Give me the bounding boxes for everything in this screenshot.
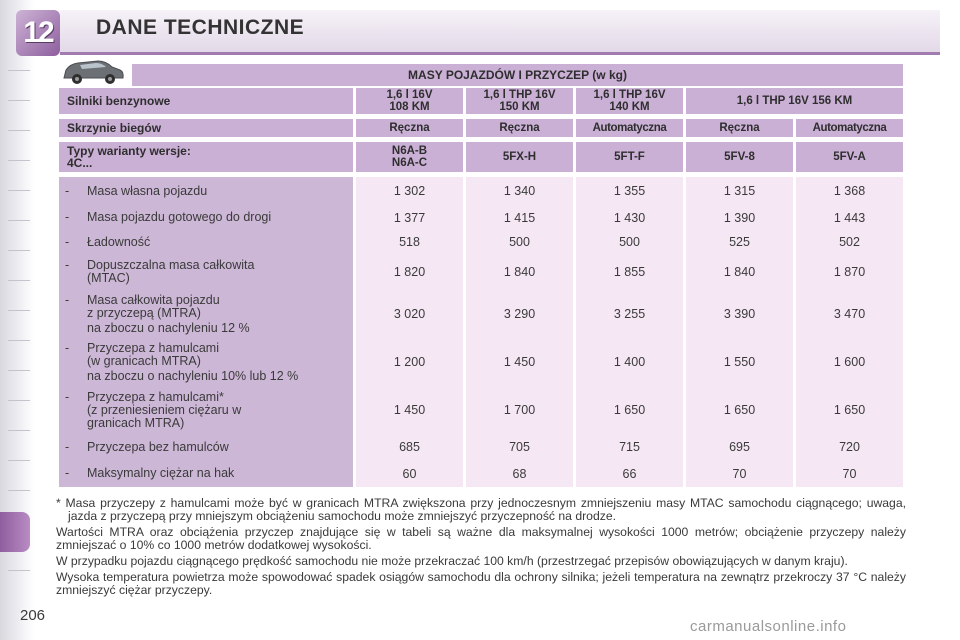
value-cell: 66 [576, 460, 683, 487]
value-cell: 1 450 [356, 386, 463, 434]
tab-divider [8, 100, 30, 101]
value-cell: 1 550 [686, 338, 793, 386]
table-row [59, 460, 903, 487]
value-cell: 685 [356, 434, 463, 460]
value-cell: 502 [796, 230, 903, 254]
row-bullet: - [65, 292, 70, 307]
tab-divider [8, 340, 30, 341]
value-cell: 1 430 [576, 205, 683, 230]
header-cell: 1,6 l 16V 108 KM [356, 88, 463, 114]
header-cell: 5FT-F [576, 142, 683, 172]
value-cell: 1 650 [686, 386, 793, 434]
value-cell: 1 443 [796, 205, 903, 230]
tab-divider [8, 160, 30, 161]
row-bullet: - [65, 466, 70, 480]
tab-divider [8, 250, 30, 251]
tab-divider [8, 70, 30, 71]
row-bullet: - [65, 439, 70, 454]
value-cell: 525 [686, 230, 793, 254]
car-icon [60, 56, 126, 86]
row-bullet: - [65, 234, 70, 249]
header-cell: 1,6 l THP 16V 156 KM [686, 88, 903, 114]
header-cell: 5FX-H [466, 142, 573, 172]
row-label-text [87, 236, 150, 249]
row-label-main: Maksymalny ciężar na hak [87, 466, 235, 480]
table-header-row [59, 88, 903, 114]
header-cell: Automatyczna [576, 119, 683, 137]
tab-divider [8, 220, 30, 221]
row-label [59, 386, 353, 434]
row-bullet: - [65, 183, 70, 198]
value-cell: 3 470 [796, 290, 903, 338]
value-cell: 1 840 [686, 254, 793, 290]
value-cell: 68 [466, 460, 573, 487]
value-cell: 1 840 [466, 254, 573, 290]
row-label-main: Masa pojazdu gotowego do drogi [87, 210, 272, 224]
weights-table [56, 88, 906, 487]
header-label: Typy warianty wersje: 4C... [59, 142, 353, 172]
row-label-sub: na zboczu o nachyleniu 12 % [87, 320, 250, 335]
header-underline [60, 52, 940, 55]
value-cell: 1 400 [576, 338, 683, 386]
row-label [59, 434, 353, 460]
table-title: MASY POJAZDÓW I PRZYCZEP (w kg) [132, 64, 903, 86]
row-label [59, 177, 353, 205]
row-label-text [87, 391, 241, 430]
row-label [59, 460, 353, 487]
row-label-text [87, 185, 207, 198]
value-cell: 1 820 [356, 254, 463, 290]
row-bullet: - [65, 258, 70, 272]
chapter-badge [16, 10, 60, 56]
value-cell: 1 355 [576, 177, 683, 205]
value-cell: 1 200 [356, 338, 463, 386]
row-label-main: Masa całkowita pojazdu z przyczepą (MTRA) [87, 292, 220, 320]
tab-divider [8, 370, 30, 371]
watermark: carmanualsonline.info [690, 618, 847, 635]
value-cell: 1 450 [466, 338, 573, 386]
row-label [59, 230, 353, 254]
value-cell: 1 368 [796, 177, 903, 205]
header-cell: 5FV-8 [686, 142, 793, 172]
value-cell: 705 [466, 434, 573, 460]
row-label-text [87, 259, 254, 285]
row-label-text [87, 342, 298, 383]
row-label-main: Przyczepa z hamulcami (w granicach MTRA) [87, 340, 219, 368]
row-label [59, 338, 353, 386]
value-cell: 3 255 [576, 290, 683, 338]
value-cell: 1 377 [356, 205, 463, 230]
page-title: DANE TECHNICZNE [96, 16, 305, 39]
value-cell: 1 340 [466, 177, 573, 205]
value-cell: 3 020 [356, 290, 463, 338]
page-number: 206 [20, 607, 46, 624]
row-label-text [87, 211, 271, 224]
value-cell: 518 [356, 230, 463, 254]
value-cell: 695 [686, 434, 793, 460]
header-cell: N6A-B N6A-C [356, 142, 463, 172]
value-cell: 500 [466, 230, 573, 254]
row-bullet: - [65, 340, 70, 355]
value-cell: 1 302 [356, 177, 463, 205]
tab-divider [8, 400, 30, 401]
row-label [59, 290, 353, 338]
value-cell: 70 [796, 460, 903, 487]
header-cell: 1,6 l THP 16V 140 KM [576, 88, 683, 114]
table-row [59, 205, 903, 230]
table-header-row [59, 142, 903, 172]
table-row [59, 254, 903, 290]
header-cell: Automatyczna [796, 119, 903, 137]
header-cell: Ręczna [686, 119, 793, 137]
footnote-asterisk: * Masa przyczepy z hamulcami może być w granicach MTRA zwiększona przy jednoczesnym zmniejszeniu masy MTAC samochodu ciągnącego; uwaga, jazda z przyczepą przy mniejszym obciążeniu samochodu może zmniejszyć przyczepność na drodze. [56, 496, 906, 523]
value-cell: 1 600 [796, 338, 903, 386]
tab-divider [8, 130, 30, 131]
table-row [59, 338, 903, 386]
header-cell: 5FV-A [796, 142, 903, 172]
value-cell: 1 650 [576, 386, 683, 434]
table-row [59, 290, 903, 338]
header-label: Skrzynie biegów [59, 119, 353, 137]
value-cell: 715 [576, 434, 683, 460]
value-cell: 500 [576, 230, 683, 254]
row-label [59, 254, 353, 290]
active-chapter-tab[interactable] [0, 512, 30, 552]
header-label: Silniki benzynowe [59, 88, 353, 114]
value-cell: 1 855 [576, 254, 683, 290]
value-cell: 3 290 [466, 290, 573, 338]
row-label-text [87, 294, 250, 335]
row-label-main: Przyczepa z hamulcami* (z przeniesieniem ciężaru w granicach MTRA) [87, 389, 242, 430]
header-cell: 1,6 l THP 16V 150 KM [466, 88, 573, 114]
value-cell: 720 [796, 434, 903, 460]
value-cell: 60 [356, 460, 463, 487]
value-cell: 1 415 [466, 205, 573, 230]
row-label-text [87, 441, 229, 454]
row-label-main: Ładowność [87, 234, 151, 249]
table-header-row [59, 119, 903, 137]
table-row [59, 230, 903, 254]
table-row [59, 177, 903, 205]
value-cell: 1 650 [796, 386, 903, 434]
row-label-sub: na zboczu o nachyleniu 10% lub 12 % [87, 368, 299, 383]
tab-divider [8, 190, 30, 191]
row-bullet: - [65, 210, 70, 224]
row-label-main: Dopuszczalna masa całkowita (MTAC) [87, 258, 255, 285]
chapter-number: 12 [23, 16, 53, 49]
tab-divider [8, 570, 30, 571]
row-label-main: Masa własna pojazdu [87, 183, 208, 198]
row-label [59, 205, 353, 230]
value-cell: 70 [686, 460, 793, 487]
tab-divider [8, 280, 30, 281]
table-row [59, 386, 903, 434]
value-cell: 1 390 [686, 205, 793, 230]
header-cell: Ręczna [356, 119, 463, 137]
value-cell: 1 315 [686, 177, 793, 205]
row-label-text [87, 467, 234, 480]
footnotes [56, 497, 906, 600]
tab-divider [8, 460, 30, 461]
value-cell: 1 870 [796, 254, 903, 290]
tab-divider [8, 430, 30, 431]
footnote-altitude: Wartości MTRA oraz obciążenia przyczep znajdujące się w tabeli są ważne dla maksymalnej wysokości 1000 metrów; obciążenie przyczepy należy zmniejszać o 10% co 1000 metrów dodatkowej wysokości. [56, 525, 906, 552]
tab-divider [8, 490, 30, 491]
header-cell: Ręczna [466, 119, 573, 137]
value-cell: 1 700 [466, 386, 573, 434]
tab-divider [8, 310, 30, 311]
footnote-temperature: Wysoka temperatura powietrza może spowodować spadek osiągów samochodu dla ochrony silnika; jeżeli temperatura na zewnątrz przekroczy 37 °C należy zmniejszyć ciężar przyczepy. [56, 570, 906, 597]
row-label-main: Przyczepa bez hamulców [87, 439, 229, 454]
row-bullet: - [65, 389, 70, 404]
footnote-speed: W przypadku pojazdu ciągnącego prędkość samochodu nie może przekraczać 100 km/h (przestrzegać przepisów obowiązujących w danym kraju). [56, 554, 848, 568]
table-row [59, 434, 903, 460]
value-cell: 3 390 [686, 290, 793, 338]
